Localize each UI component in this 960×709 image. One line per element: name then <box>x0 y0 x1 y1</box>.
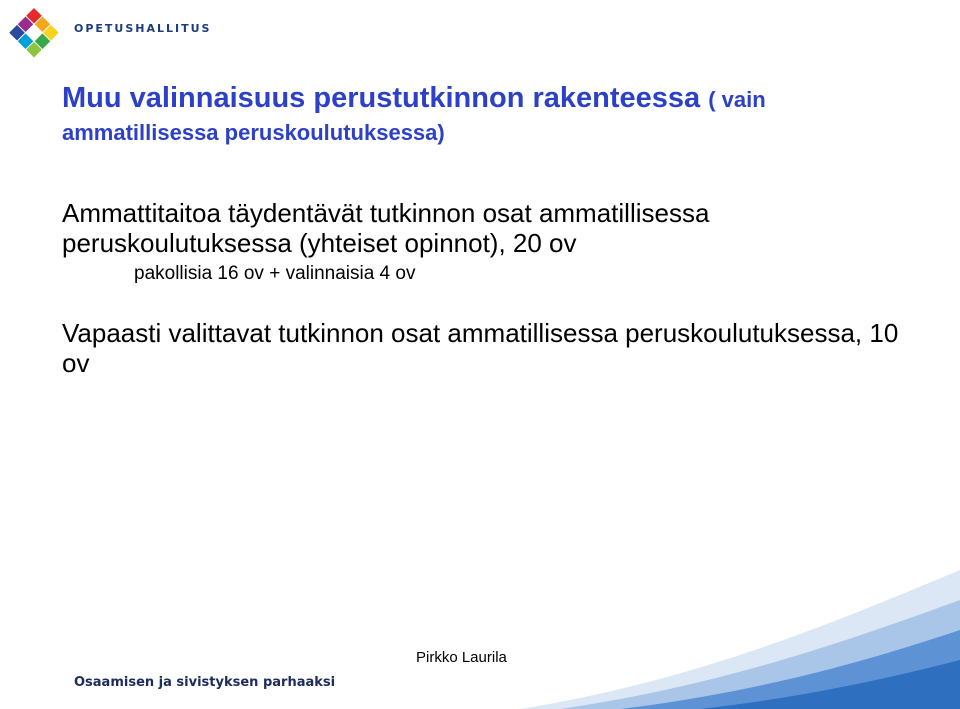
paragraph-1-sub: pakollisia 16 ov + valinnaisia 4 ov <box>134 263 416 284</box>
paragraph-2: Vapaasti valittavat tutkinnon osat ammatillisessa peruskoulutuksessa, 10 ov <box>62 318 899 378</box>
org-name: OPETUSHALLITUS <box>74 22 212 35</box>
opetushallitus-logo <box>4 4 64 60</box>
slide-title <box>62 80 922 148</box>
paragraph-1: Ammattitaitoa täydentävät tutkinnon osat ammatillisessa peruskoulutuksessa (yhteiset opinnot), 20 ov <box>62 198 710 258</box>
slide-title-main: Muu valinnaisuus perustutkinnon rakenteessa <box>62 82 701 114</box>
author-name: Pirkko Laurila <box>416 649 507 666</box>
footer-slogan: Osaamisen ja sivistyksen parhaaksi <box>74 675 336 690</box>
slide-title-paren: ( vain <box>708 87 766 112</box>
slide-title-second-line: ammatillisessa peruskoulutuksessa) <box>62 120 445 145</box>
